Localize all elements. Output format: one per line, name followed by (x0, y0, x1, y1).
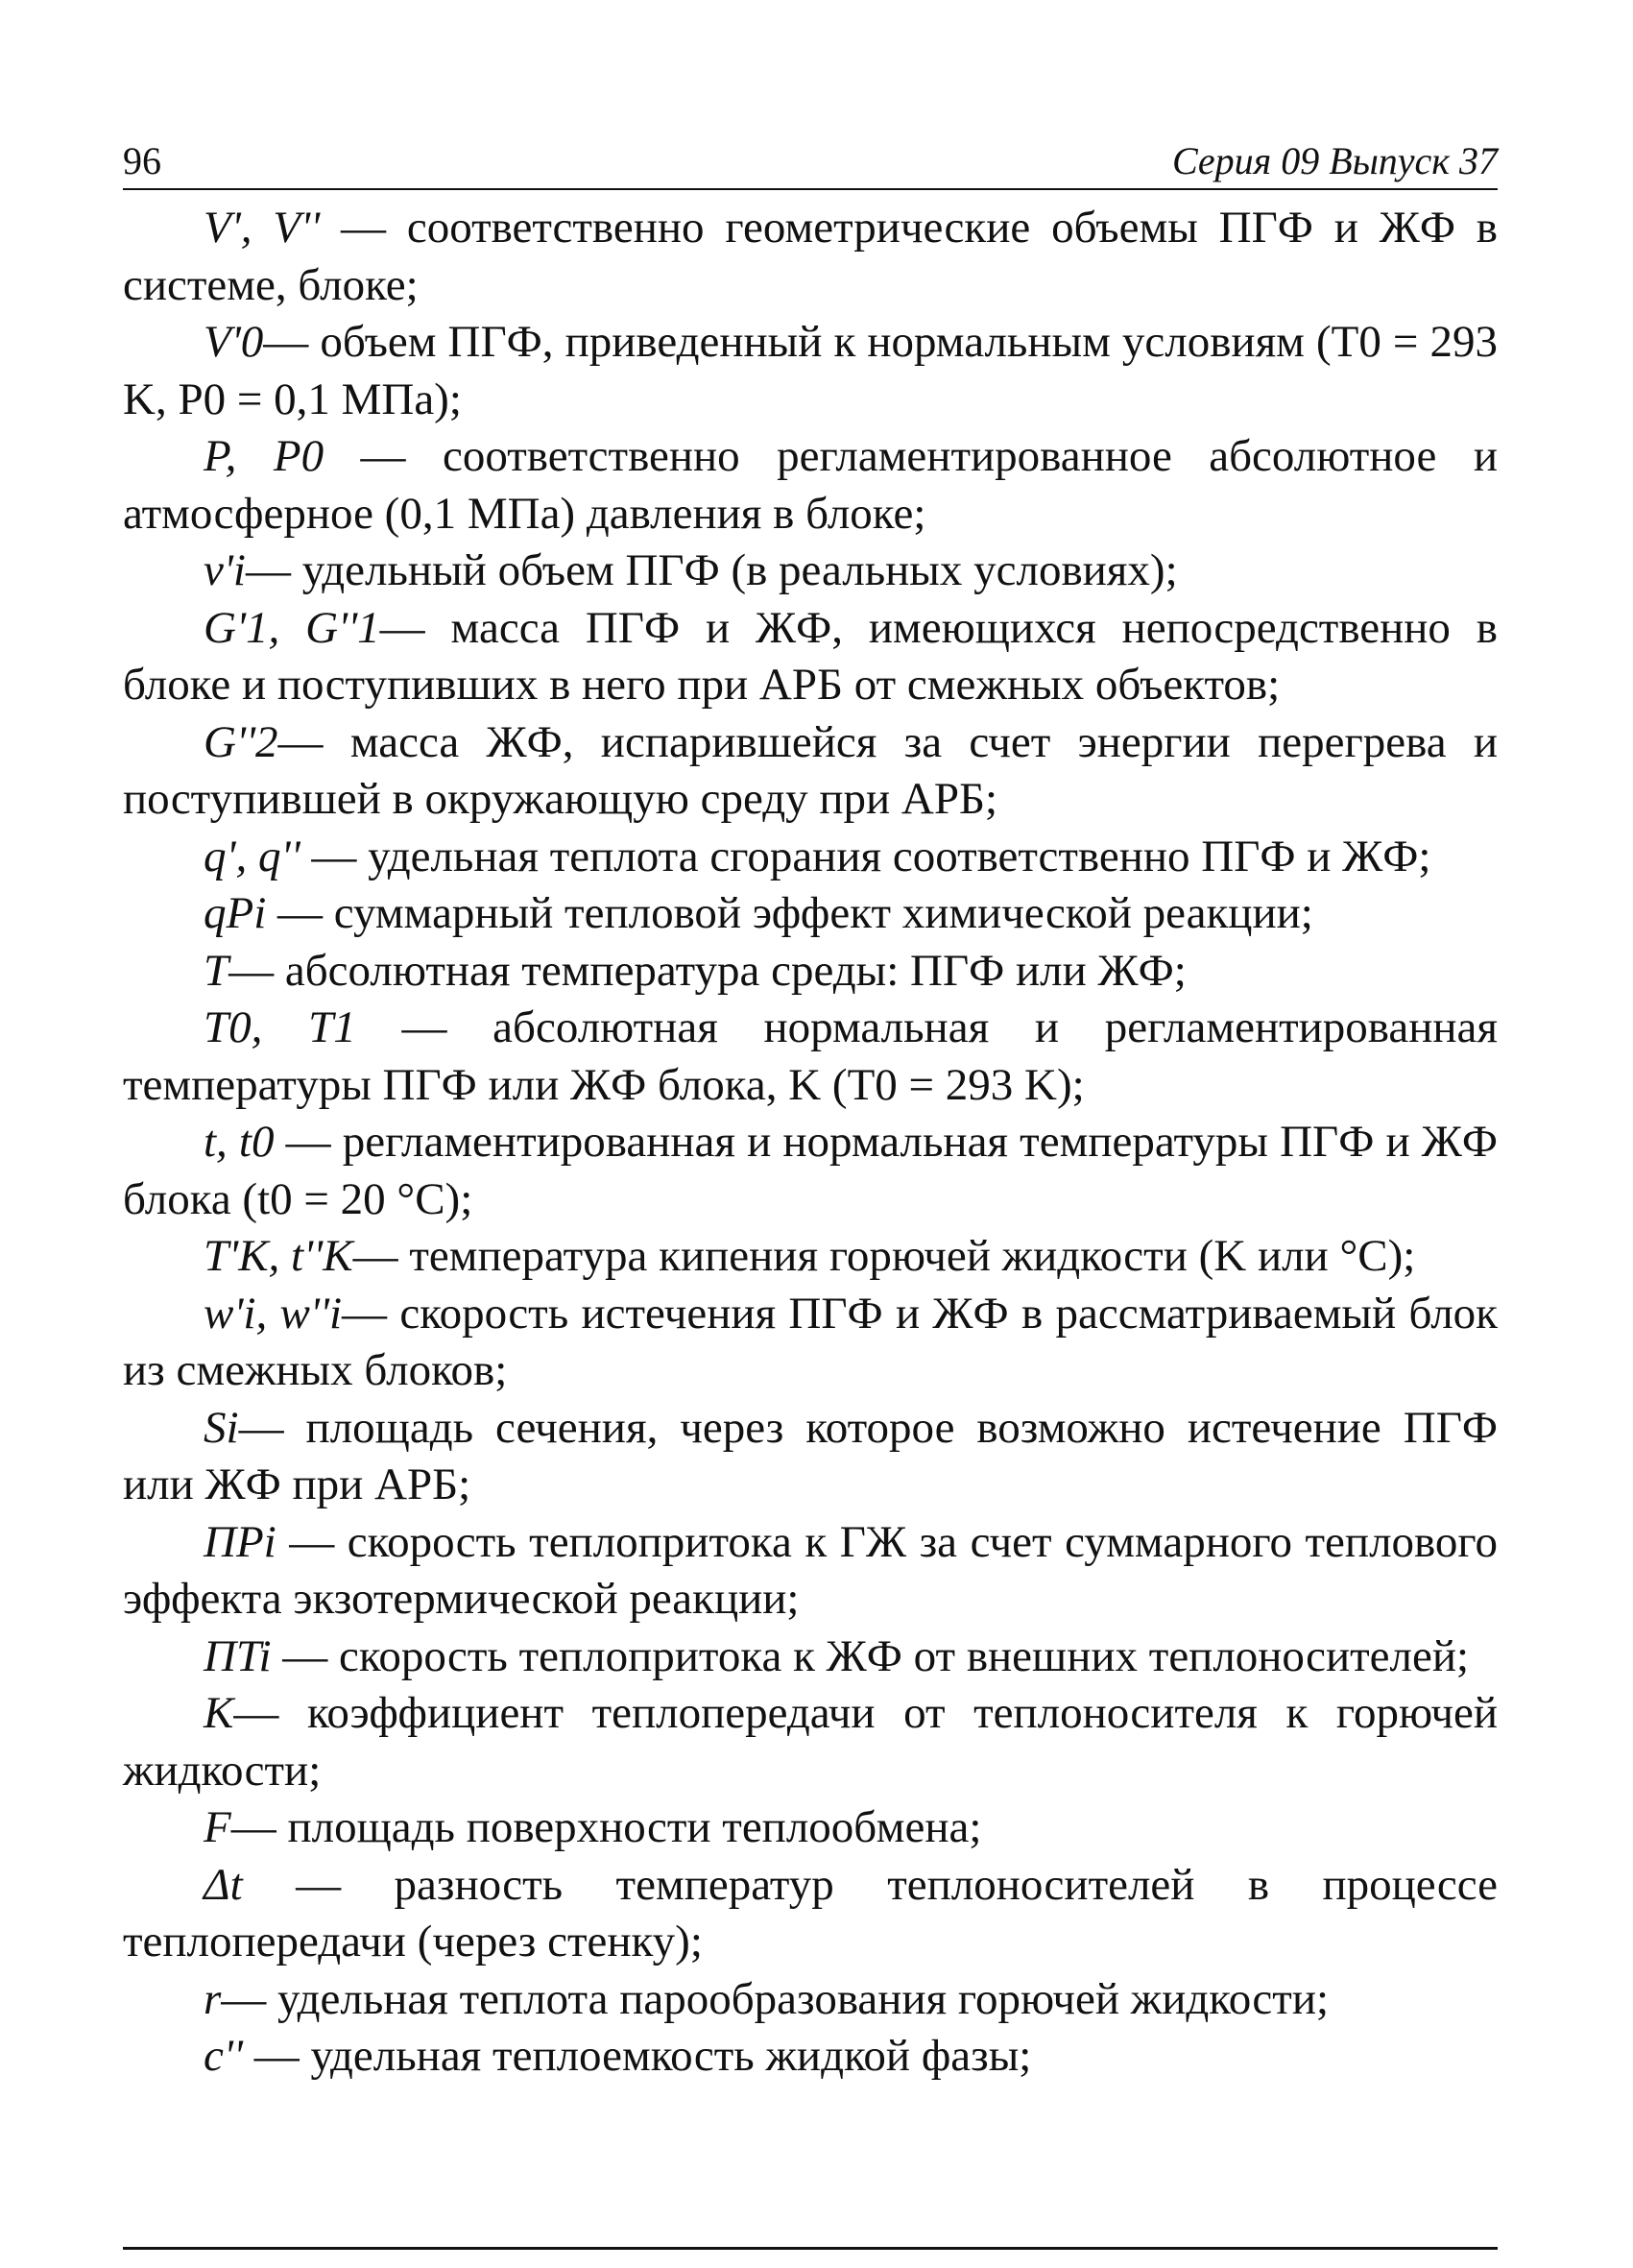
definition-symbol: ПTi (204, 1630, 272, 1681)
definition-item (123, 1629, 1498, 1686)
definition-item (123, 943, 1498, 1001)
definition-symbol: w'i, w''i (204, 1288, 343, 1339)
definition-symbol: ПPi (204, 1516, 276, 1567)
definition-text: — разность температур теплоносителей в процессе теплопередачи (через стенку); (123, 1859, 1498, 1966)
definition-text: — удельная теплота сгорания соответственно ПГФ и ЖФ; (300, 831, 1431, 881)
definition-item (123, 1514, 1498, 1629)
definition-symbol: F (204, 1802, 231, 1852)
document-page (123, 134, 1498, 2086)
definition-text: — соответственно регламентированное абсолютное и атмосферное (0,1 МПа) давления в блоке; (123, 431, 1498, 539)
definition-symbol: G'1, G''1 (204, 602, 380, 653)
definition-symbol: v'i (204, 545, 246, 595)
definition-symbol: q', q'' (204, 831, 300, 881)
definition-item (123, 1857, 1498, 1971)
definition-text: — удельная теплота парообразования горючей жидкости; (221, 1973, 1330, 2024)
definition-symbol: qPi (204, 888, 267, 938)
definition-text: — абсолютная нормальная и регламентированная температуры ПГФ или ЖФ блока, K (T0 = 293 K); (123, 1002, 1499, 1110)
definition-text: — масса ЖФ, испарившейся за счет энергии перегрева и поступившей в окружающую среду при АРБ; (123, 716, 1498, 824)
definition-symbol: c'' (204, 2031, 243, 2081)
definition-symbol: r (204, 1973, 222, 2024)
definition-text: — площадь поверхности теплообмена; (230, 1802, 982, 1852)
definition-item (123, 1000, 1498, 1114)
definition-text: — коэффициент теплопередачи от теплоносителя к горючей жидкости; (123, 1688, 1498, 1796)
definition-item (123, 1685, 1498, 1799)
definition-symbol: G''2 (204, 716, 278, 767)
definition-item (123, 1799, 1498, 1857)
definition-item (123, 200, 1498, 314)
definition-item (123, 1971, 1498, 2029)
definition-item (123, 714, 1498, 829)
running-head: Серия 09 Выпуск 37 (1171, 139, 1498, 182)
definitions-list (123, 200, 1498, 2086)
definition-text: — абсолютная температура среды: ПГФ или ЖФ; (228, 945, 1187, 996)
definition-item (123, 543, 1498, 600)
definition-item (123, 1114, 1498, 1228)
definition-text: — масса ПГФ и ЖФ, имеющихся непосредственно в блоке и поступивших в него при АРБ от смежных объектов; (123, 602, 1498, 710)
definition-item (123, 829, 1498, 886)
definition-symbol: Δt (204, 1859, 243, 1910)
definition-symbol: V'0 (204, 317, 264, 367)
definition-item (123, 600, 1498, 714)
definition-symbol: T'K, t''K (204, 1231, 353, 1281)
definition-text: — скорость теплопритока к ЖФ от внешних теплоносителей; (271, 1630, 1470, 1681)
definition-item (123, 1228, 1498, 1286)
definition-symbol: T0, T1 (204, 1002, 356, 1052)
definition-text: — температура кипения горючей жидкости (K или °C); (352, 1231, 1416, 1281)
page-header (123, 134, 1498, 190)
definition-item (123, 428, 1498, 543)
page-number: 96 (123, 139, 161, 182)
definition-symbol: V', V'' (204, 203, 321, 253)
definition-text: — скорость теплопритока к ГЖ за счет суммарного теплового эффекта экзотермической реакции; (123, 1516, 1498, 1624)
definition-symbol: P, P0 (204, 431, 324, 481)
definition-text: — скорость истечения ПГФ и ЖФ в рассматриваемый блок из смежных блоков; (123, 1288, 1498, 1395)
definition-text: — объем ПГФ, приведенный к нормальным условиям (T0 = 293 K, P0 = 0,1 МПа); (123, 317, 1498, 424)
definition-text: — площадь сечения, через которое возможно истечение ПГФ или ЖФ при АРБ; (123, 1402, 1498, 1509)
definition-symbol: Si (204, 1402, 239, 1453)
definition-symbol: T (204, 945, 229, 996)
definition-symbol: K (204, 1688, 234, 1738)
definition-item (123, 1400, 1498, 1514)
definition-text: — удельный объем ПГФ (в реальных условиях); (245, 545, 1178, 595)
definition-item (123, 314, 1498, 428)
definition-text: — удельная теплоемкость жидкой фазы; (242, 2031, 1032, 2081)
definition-item (123, 885, 1498, 943)
definition-text: — суммарный тепловой эффект химической реакции; (266, 888, 1313, 938)
definition-item (123, 1286, 1498, 1400)
definition-text: — регламентированная и нормальная температуры ПГФ и ЖФ блока (t0 = 20 °C); (123, 1117, 1498, 1224)
definition-text: — соответственно геометрические объемы ПГФ и ЖФ в системе, блоке; (123, 203, 1498, 310)
definition-symbol: t, t0 (204, 1117, 275, 1167)
definition-item (123, 2028, 1498, 2086)
bottom-rule (123, 2247, 1498, 2250)
